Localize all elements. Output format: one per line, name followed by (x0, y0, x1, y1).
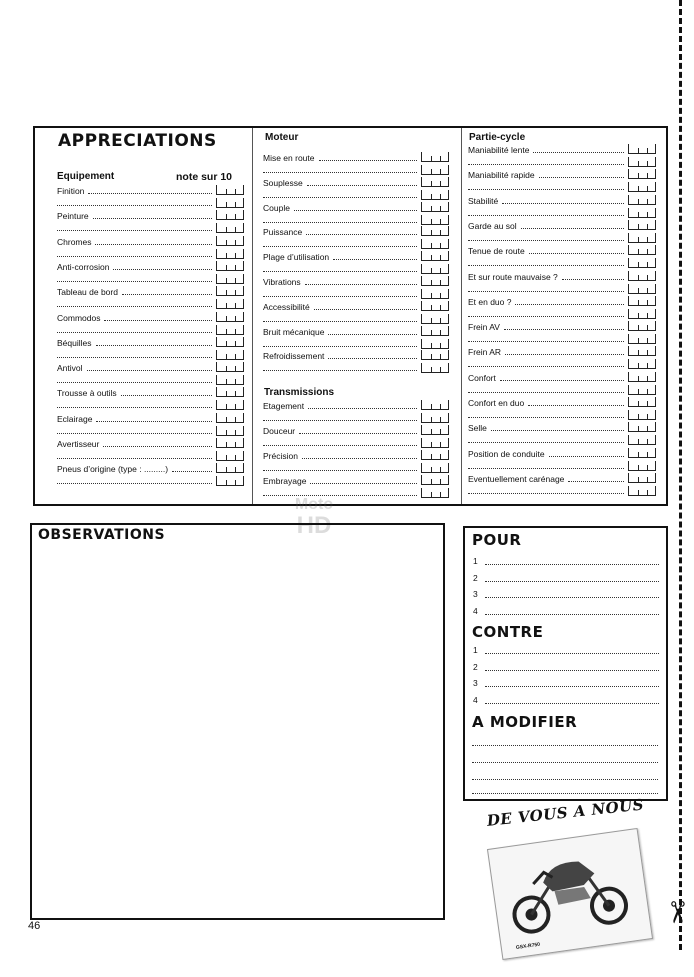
rating-label: Et en duo ? (468, 296, 512, 307)
dotted-line (113, 269, 212, 270)
rating-label: Bruit mécanique (263, 326, 325, 337)
score-box[interactable] (421, 438, 449, 448)
rating-row (263, 349, 451, 374)
dotted-line (529, 253, 624, 254)
score-box[interactable] (216, 463, 244, 473)
score-box[interactable] (216, 337, 244, 347)
rating-row (263, 151, 451, 176)
score-box[interactable] (628, 169, 656, 179)
score-box[interactable] (421, 177, 449, 187)
a-modifier-line (472, 745, 658, 746)
dotted-line (505, 354, 624, 355)
page-number: 46 (28, 920, 41, 932)
scissors-icon: ✂ (660, 899, 694, 926)
dotted-line (319, 160, 417, 161)
dotted-line (515, 304, 624, 305)
line-number: 1 (473, 556, 478, 566)
rating-label: Finition (57, 186, 85, 196)
score-box[interactable] (421, 276, 449, 286)
line-number: 1 (473, 645, 478, 655)
score-box[interactable] (216, 274, 244, 284)
dotted-line (307, 185, 417, 186)
dotted-line (57, 332, 212, 333)
dotted-line (57, 357, 212, 358)
score-box[interactable] (421, 488, 449, 498)
dotted-line (93, 218, 212, 219)
promo-title: DE VOUS A NOUS (486, 795, 645, 830)
rating-label: Eventuellement carénage (468, 473, 565, 484)
rating-row (57, 235, 246, 260)
dotted-line[interactable] (485, 581, 659, 582)
dotted-line (306, 234, 417, 235)
line-number: 2 (473, 572, 478, 583)
score-box[interactable] (628, 486, 656, 496)
score-box[interactable] (421, 226, 449, 236)
score-box[interactable] (628, 233, 656, 243)
rating-label: Maniabilité rapide (468, 170, 535, 181)
a-modifier-title: A MODIFIER (472, 713, 578, 731)
dotted-line (468, 240, 624, 241)
rating-row (57, 336, 246, 361)
score-box[interactable] (628, 385, 656, 395)
dotted-line (263, 222, 417, 223)
dotted-line[interactable] (485, 597, 659, 598)
rating-row (468, 270, 658, 295)
score-box[interactable] (628, 144, 656, 154)
rating-label: Et sur route mauvaise ? (468, 271, 558, 282)
column-divider (461, 128, 462, 504)
rating-label: Couple (263, 202, 290, 213)
rating-label: Plage d’utilisation (263, 252, 330, 263)
rating-label: Stabilité (468, 195, 499, 206)
score-box[interactable] (628, 422, 656, 432)
rating-row (468, 194, 658, 219)
rating-row (468, 219, 658, 244)
score-box[interactable] (421, 152, 449, 162)
motorcycle-illustration (488, 829, 652, 959)
numbered-line (473, 556, 661, 571)
dotted-line (88, 193, 212, 194)
dotted-line (504, 329, 624, 330)
score-box[interactable] (421, 251, 449, 261)
dotted-line (305, 284, 417, 285)
dotted-line (172, 471, 212, 472)
line-number: 4 (473, 694, 478, 705)
rating-label: Etagement (263, 401, 305, 411)
dotted-line (104, 320, 212, 321)
rating-label: Frein AV (468, 322, 500, 333)
rating-row (263, 275, 451, 300)
score-box[interactable] (628, 296, 656, 306)
rating-label: Peinture (57, 211, 89, 222)
dotted-line (263, 296, 417, 297)
dotted-line (96, 421, 212, 422)
rating-row (57, 209, 246, 234)
line-number: 4 (473, 605, 478, 616)
dotted-line (57, 256, 212, 257)
score-box[interactable] (421, 190, 449, 200)
dotted-line (328, 334, 417, 335)
dotted-line (468, 493, 624, 494)
dotted-line (263, 346, 417, 347)
line-number: 2 (473, 661, 478, 672)
score-box[interactable] (216, 210, 244, 220)
dotted-line (562, 279, 624, 280)
rating-label: Selle (468, 423, 487, 434)
rating-row (57, 412, 246, 437)
score-box[interactable] (216, 198, 244, 208)
promo-card (487, 828, 653, 960)
cut-line (679, 0, 682, 950)
rating-label: Maniabilité lente (468, 145, 530, 155)
rating-row (263, 250, 451, 275)
dotted-line[interactable] (485, 564, 659, 565)
dotted-line (521, 228, 624, 229)
score-box[interactable] (421, 475, 449, 485)
score-box[interactable] (421, 314, 449, 324)
dotted-line (468, 366, 624, 367)
score-box[interactable] (216, 438, 244, 448)
dotted-line (57, 205, 212, 206)
dotted-line (57, 382, 212, 383)
score-box[interactable] (216, 387, 244, 397)
dotted-line (314, 309, 417, 310)
score-box[interactable] (628, 372, 656, 382)
dotted-line (468, 417, 624, 418)
dotted-line (122, 294, 212, 295)
rating-row (57, 260, 246, 285)
rating-label: Antivol (57, 363, 83, 374)
score-box[interactable] (216, 299, 244, 309)
dotted-line (263, 197, 417, 198)
rating-label: Garde au sol (468, 220, 517, 231)
dotted-line (468, 189, 624, 190)
rating-row (57, 361, 246, 386)
score-box[interactable] (628, 397, 656, 407)
contre-title: CONTRE (472, 623, 544, 641)
score-box[interactable] (421, 363, 449, 373)
rating-label: Douceur (263, 426, 296, 436)
numbered-line (473, 589, 661, 604)
dotted-line (310, 483, 417, 484)
score-box[interactable] (421, 289, 449, 299)
rating-row (263, 300, 451, 325)
rating-label: Anti-corrosion (57, 261, 110, 272)
numbered-line (473, 662, 661, 677)
score-box[interactable] (628, 220, 656, 230)
column-divider (252, 128, 253, 504)
rating-label: Vibrations (263, 277, 301, 287)
dotted-line[interactable] (485, 703, 659, 704)
rating-row (263, 449, 451, 474)
score-box[interactable] (628, 334, 656, 344)
dotted-line (96, 345, 212, 346)
rating-row (263, 176, 451, 201)
score-box[interactable] (628, 346, 656, 356)
score-box[interactable] (628, 271, 656, 281)
score-box[interactable] (216, 223, 244, 233)
score-box[interactable] (628, 208, 656, 218)
note-label: note sur 10 (176, 171, 233, 183)
dotted-line (333, 259, 417, 260)
rating-row (468, 168, 658, 193)
score-box[interactable] (628, 309, 656, 319)
dotted-line (491, 430, 624, 431)
rating-row (468, 472, 658, 497)
dotted-line (468, 265, 624, 266)
numbered-line (473, 645, 661, 660)
rating-row (263, 201, 451, 226)
dotted-line (468, 442, 624, 443)
dotted-line (263, 470, 417, 471)
score-box[interactable] (421, 400, 449, 410)
a-modifier-line (472, 762, 658, 763)
partie-cycle-title: Partie-cycle (469, 132, 526, 143)
dotted-line (263, 445, 417, 446)
score-box[interactable] (421, 450, 449, 460)
rating-row (468, 345, 658, 370)
score-box[interactable] (628, 258, 656, 268)
dotted-line (468, 341, 624, 342)
pour-title: POUR (472, 531, 522, 549)
watermark-bottom: HD (296, 512, 332, 539)
rating-label: Précision (263, 451, 298, 461)
rating-label: Confort (468, 372, 496, 383)
rating-row (468, 396, 658, 421)
score-box[interactable] (628, 473, 656, 483)
dotted-line (302, 458, 417, 459)
dotted-line (549, 456, 624, 457)
dotted-line (57, 230, 212, 231)
rating-row (468, 320, 658, 345)
watermark-top: Moto (294, 496, 334, 513)
dotted-line (299, 433, 417, 434)
score-box[interactable] (628, 461, 656, 471)
rating-label: Position de conduite (468, 448, 545, 459)
score-box[interactable] (421, 202, 449, 212)
score-box[interactable] (421, 413, 449, 423)
rating-row (468, 295, 658, 320)
dotted-line (500, 380, 624, 381)
rating-row (468, 447, 658, 472)
rating-label: Tenue de route (468, 246, 525, 257)
score-box[interactable] (421, 326, 449, 336)
dotted-line (502, 203, 624, 204)
rating-row (57, 184, 246, 209)
promo-caption: GSX-R750 (515, 941, 541, 952)
dotted-line (468, 291, 624, 292)
score-box[interactable] (421, 463, 449, 473)
score-box[interactable] (628, 284, 656, 294)
rating-label: Confort en duo (468, 398, 525, 408)
rating-label: Mise en route (263, 153, 315, 163)
score-box[interactable] (628, 182, 656, 192)
score-box[interactable] (216, 236, 244, 246)
dotted-line (95, 244, 212, 245)
score-box[interactable] (216, 476, 244, 486)
dotted-line (57, 407, 212, 408)
dotted-line (468, 164, 624, 165)
numbered-line (473, 695, 661, 710)
dotted-line (57, 306, 212, 307)
dotted-line (263, 271, 417, 272)
numbered-line (473, 573, 661, 588)
dotted-line (308, 408, 417, 409)
score-box[interactable] (421, 301, 449, 311)
dotted-line (263, 172, 417, 173)
score-box[interactable] (216, 375, 244, 385)
score-box[interactable] (216, 413, 244, 423)
dotted-line (57, 433, 212, 434)
dotted-line (528, 405, 624, 406)
dotted-line[interactable] (485, 614, 659, 615)
rating-row (468, 371, 658, 396)
dotted-line (294, 210, 417, 211)
score-box[interactable] (216, 312, 244, 322)
observations-title: OBSERVATIONS (38, 527, 166, 543)
score-box[interactable] (216, 286, 244, 296)
dotted-line (568, 481, 624, 482)
score-box[interactable] (216, 350, 244, 360)
score-box[interactable] (628, 410, 656, 420)
score-box[interactable] (216, 426, 244, 436)
dotted-line (263, 420, 417, 421)
score-box[interactable] (421, 239, 449, 249)
rating-row (57, 311, 246, 336)
dotted-line[interactable] (485, 686, 659, 687)
score-box[interactable] (216, 261, 244, 271)
rating-row (57, 462, 246, 487)
rating-row (468, 244, 658, 269)
dotted-line (263, 321, 417, 322)
score-box[interactable] (421, 339, 449, 349)
score-box[interactable] (421, 350, 449, 360)
transmissions-title: Transmissions (264, 387, 335, 398)
observations-panel (30, 523, 445, 920)
dotted-line (263, 246, 417, 247)
score-box[interactable] (628, 321, 656, 331)
dotted-line (468, 468, 624, 469)
rating-label: Eclairage (57, 413, 93, 424)
score-box[interactable] (216, 400, 244, 410)
rating-label: Frein AR (468, 347, 502, 358)
rating-label: Puissance (263, 227, 303, 238)
rating-label: Tableau de bord (57, 287, 118, 298)
rating-label: Trousse à outils (57, 388, 117, 399)
rating-row (468, 143, 658, 168)
equipement-title: Equipement (57, 171, 115, 182)
rating-row (263, 424, 451, 449)
dotted-line (57, 483, 212, 484)
score-box[interactable] (421, 425, 449, 435)
score-box[interactable] (421, 215, 449, 225)
rating-label: Embrayage (263, 476, 307, 486)
dotted-line (57, 458, 212, 459)
score-box[interactable] (216, 185, 244, 195)
rating-label: Béquilles (57, 337, 92, 348)
score-box[interactable] (628, 195, 656, 205)
appreciations-title: APPRECIATIONS (58, 131, 217, 151)
rating-label: Commodos (57, 312, 101, 323)
dotted-line (539, 177, 624, 178)
dotted-line[interactable] (485, 670, 659, 671)
score-box[interactable] (628, 157, 656, 167)
rating-label: Refroidissement (263, 351, 325, 362)
line-number: 3 (473, 589, 478, 599)
dotted-line (121, 395, 212, 396)
dotted-line (468, 316, 624, 317)
rating-row (57, 285, 246, 310)
moteur-title: Moteur (265, 132, 299, 143)
dotted-line (328, 358, 417, 359)
rating-row (57, 437, 246, 462)
rating-row (263, 325, 451, 350)
dotted-line (533, 152, 624, 153)
dotted-line (87, 370, 212, 371)
a-modifier-line (472, 779, 658, 780)
rating-label: Accessibilité (263, 301, 310, 312)
a-modifier-line (472, 793, 658, 794)
dotted-line (57, 281, 212, 282)
dotted-line (468, 215, 624, 216)
rating-row (57, 386, 246, 411)
score-box[interactable] (216, 451, 244, 461)
score-box[interactable] (216, 249, 244, 259)
score-box[interactable] (421, 264, 449, 274)
rating-row (263, 399, 451, 424)
dotted-line[interactable] (485, 653, 659, 654)
rating-label: Pneus d’origine (type : .........) (57, 464, 169, 475)
rating-label: Souplesse (263, 177, 303, 188)
dotted-line (263, 370, 417, 371)
rating-label: Avertisseur (57, 439, 100, 449)
numbered-line (473, 606, 661, 621)
dotted-line (468, 392, 624, 393)
score-box[interactable] (628, 245, 656, 255)
rating-label: Chromes (57, 236, 92, 247)
score-box[interactable] (628, 359, 656, 369)
score-box[interactable] (628, 448, 656, 458)
numbered-line (473, 678, 661, 693)
line-number: 3 (473, 678, 478, 688)
rating-row (468, 421, 658, 446)
score-box[interactable] (421, 165, 449, 175)
score-box[interactable] (216, 362, 244, 372)
score-box[interactable] (216, 325, 244, 335)
rating-row (263, 225, 451, 250)
dotted-line (103, 446, 212, 447)
score-box[interactable] (628, 435, 656, 445)
